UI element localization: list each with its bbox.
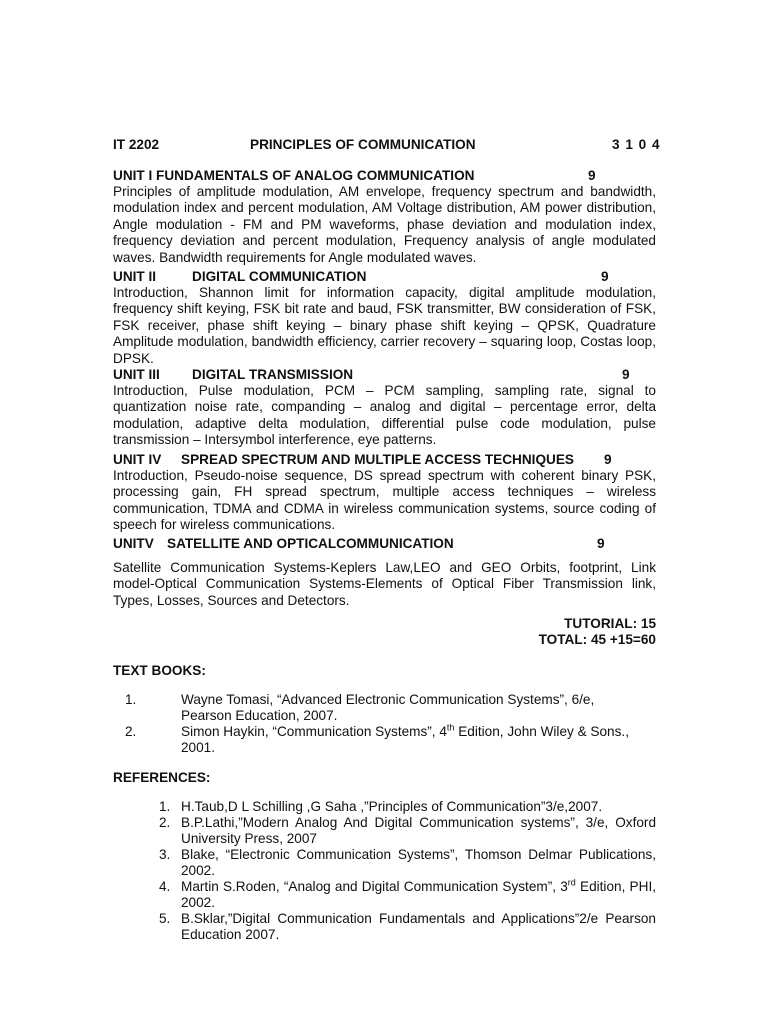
unit-5-title: SATELLITE AND OPTICALCOMMUNICATION: [167, 536, 454, 551]
total-hours: TOTAL: 45 +15=60: [538, 632, 656, 647]
text-book-2-sup: th: [446, 722, 455, 733]
text-book-1-line1: Wayne Tomasi, “Advanced Electronic Communication Systems”, 6/e,: [181, 692, 595, 707]
unit-4-label: UNIT IV: [113, 452, 162, 467]
unit-3-body: Introduction, Pulse modulation, PCM – PCM sampling, sampling rate, signal to quantization noise rate, companding – analog and digital – percentage error, delta modulation, adaptive delta modulation, differential pulse code modulation, pulse transmission – Intersymbol interference, eye patterns.: [113, 383, 656, 448]
reference-5-number: 5.: [159, 911, 171, 926]
unit-4-title: SPREAD SPECTRUM AND MULTIPLE ACCESS TECHNIQUES: [181, 452, 574, 467]
text-book-2-number: 2.: [125, 724, 137, 739]
text-book-2-line1: [181, 724, 629, 740]
reference-2-text: B.P.Lathi,”Modern Analog And Digital Communication systems”, 3/e, Oxford University Press, 2007: [181, 815, 656, 847]
reference-1-text: H.Taub,D L Schilling ,G Saha ,”Principles of Communication”3/e,2007.: [181, 799, 603, 814]
unit-2-title: DIGITAL COMMUNICATION: [192, 269, 367, 284]
reference-5-text: B.Sklar,”Digital Communication Fundamentals and Applications”2/e Pearson Education 2007.: [181, 911, 656, 943]
unit-3-title: DIGITAL TRANSMISSION: [192, 367, 354, 382]
course-title: PRINCIPLES OF COMMUNICATION: [250, 137, 476, 152]
tutorial-hours: TUTORIAL: 15: [564, 616, 656, 631]
reference-4-text-pre: Martin S.Roden, “Analog and Digital Communication System”, 3: [181, 879, 568, 894]
reference-1-number: 1.: [159, 799, 171, 814]
unit-4-body: Introduction, Pseudo-noise sequence, DS spread spectrum with coherent binary PSK, processing gain, FH spread spectrum, multiple access techniques – wireless communication, TDMA and CDMA in wireless communication systems, source coding of speech for wireless communications.: [113, 468, 656, 533]
reference-4-text: [181, 879, 656, 912]
reference-3-number: 3.: [159, 847, 171, 862]
reference-2-number: 2.: [159, 815, 171, 830]
text-book-2-text-post: Edition, John Wiley & Sons.,: [454, 724, 629, 739]
reference-4-sup: rd: [567, 877, 576, 888]
unit-1-title: UNIT I FUNDAMENTALS OF ANALOG COMMUNICATION: [113, 168, 475, 183]
unit-4-hours: 9: [604, 452, 612, 467]
text-book-1-line2: Pearson Education, 2007.: [181, 708, 338, 723]
reference-4-text-post: Edition, PHI, 2002.: [181, 879, 656, 911]
text-book-1-number: 1.: [125, 692, 137, 707]
course-code: IT 2202: [113, 137, 160, 152]
unit-5-label: UNITV: [113, 536, 154, 551]
course-ltpc: 3 1 0 4: [612, 137, 661, 152]
unit-2-hours: 9: [601, 269, 609, 284]
unit-1-body: Principles of amplitude modulation, AM envelope, frequency spectrum and bandwidth, modulation index and percent modulation, AM Voltage distribution, AM power distribution, Angle modulation - FM and PM waveforms, phase deviation and modulation index, frequency deviation and percent modulation, Frequency analysis of angle modulated waves. Bandwidth requirements for Angle modulated waves.: [113, 184, 656, 265]
unit-3-hours: 9: [622, 367, 630, 382]
reference-4-number: 4.: [159, 879, 171, 894]
unit-5-hours: 9: [597, 536, 605, 551]
unit-1-hours: 9: [588, 168, 596, 183]
unit-5-body: Satellite Communication Systems-Keplers Law,LEO and GEO Orbits, footprint, Link model-Optical Communication Systems-Elements of Optical Fiber Transmission link, Types, Losses, Sources and Detectors.: [113, 560, 656, 608]
text-book-2-line2: 2001.: [181, 740, 216, 755]
text-books-heading: TEXT BOOKS:: [113, 663, 206, 678]
unit-3-label: UNIT III: [113, 367, 160, 382]
unit-2-label: UNIT II: [113, 269, 157, 284]
text-book-2-text-pre: Simon Haykin, “Communication Systems”, 4: [181, 724, 447, 739]
reference-3-text: Blake, “Electronic Communication Systems”, Thomson Delmar Publications, 2002.: [181, 847, 656, 879]
references-heading: REFERENCES:: [113, 770, 211, 785]
unit-2-body: Introduction, Shannon limit for information capacity, digital amplitude modulation, frequency shift keying, FSK bit rate and baud, FSK transmitter, BW consideration of FSK, FSK receiver, phase shift keying – binary phase shift keying – QPSK, Quadrature Amplitude modulation, bandwidth efficiency, carrier recovery – squaring loop, Costas loop, DPSK.: [113, 285, 656, 366]
